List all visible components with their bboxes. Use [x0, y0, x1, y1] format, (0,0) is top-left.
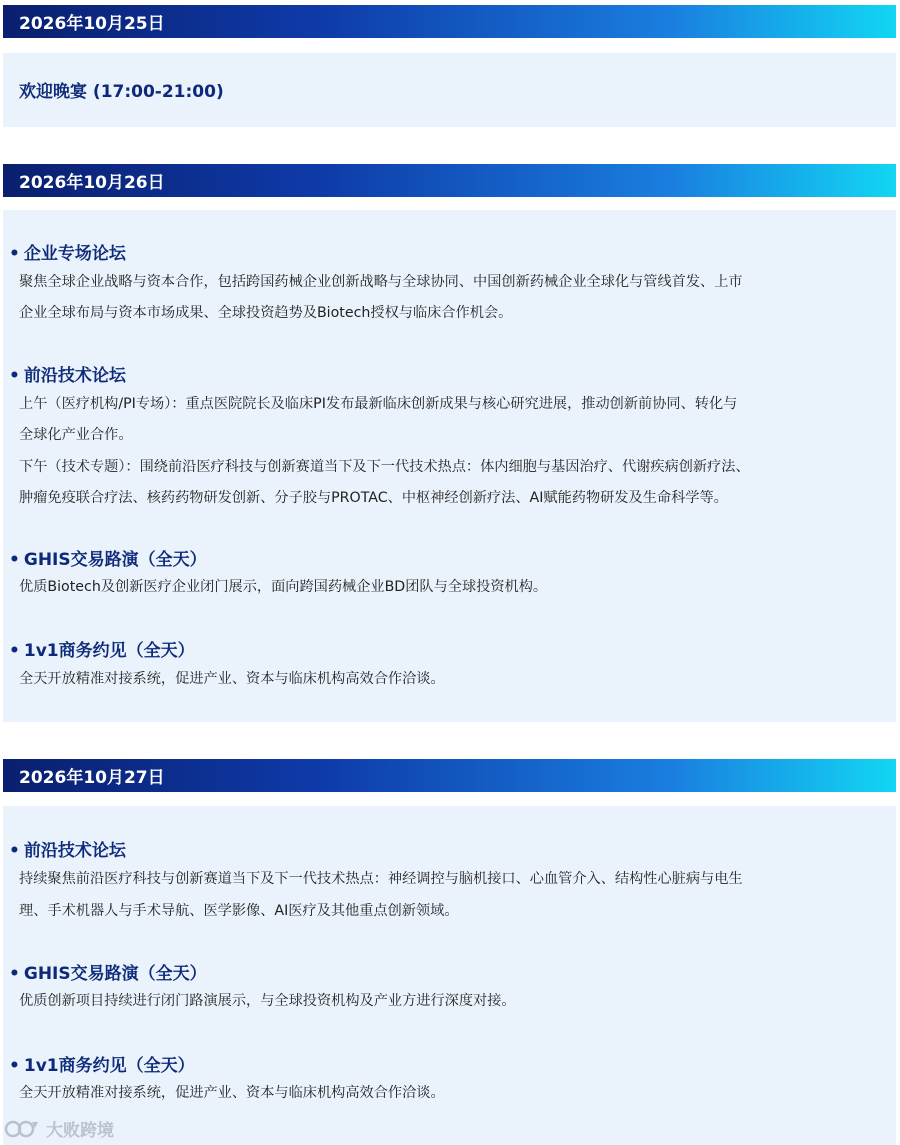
section-title: • GHIS交易路演（全天）: [9, 964, 207, 984]
section-title: • 1v1商务约见（全天）: [9, 641, 195, 661]
bullet-icon: •: [9, 550, 20, 570]
day-date: 2026年10月27日: [19, 768, 165, 788]
day-date: 2026年10月25日: [19, 14, 165, 34]
day-date: 2026年10月26日: [19, 173, 165, 193]
section-line: 全天开放精准对接系统，促进产业、资本与临床机构高效合作洽谈。: [19, 671, 445, 687]
section-title: • GHIS交易路演（全天）: [9, 550, 207, 570]
section-line: 理、手术机器人与手术导航、医学影像、AI医疗及其他重点创新领域。: [19, 903, 459, 919]
section-line: 全球化产业合作。: [19, 427, 133, 443]
day-panel-2026-10-25: [3, 53, 896, 127]
section-line: 聚焦全球企业战略与资本合作，包括跨国药械企业创新战略与全球协同、中国创新药械企业全球化与管线首发、上市: [19, 274, 743, 290]
section-line: 持续聚焦前沿医疗科技与创新赛道当下及下一代技术热点：神经调控与脑机接口、心血管介入、结构性心脏病与电生: [19, 871, 743, 887]
section-line: 优质Biotech及创新医疗企业闭门展示，面向跨国药械企业BD团队与全球投资机构。: [19, 579, 548, 595]
section-title: • 前沿技术论坛: [9, 366, 126, 386]
day-header-2026-10-25: [3, 5, 896, 38]
section-line: 企业全球布局与资本市场成果、全球投资趋势及Biotech授权与临床合作机会。: [19, 305, 513, 321]
section-line: 全天开放精准对接系统，促进产业、资本与临床机构高效合作洽谈。: [19, 1085, 445, 1101]
bullet-icon: •: [9, 841, 20, 861]
section-title: • 企业专场论坛: [9, 244, 126, 264]
watermark-logo-icon: [4, 1118, 40, 1140]
section-line: 优质创新项目持续进行闭门路演展示，与全球投资机构及产业方进行深度对接。: [19, 993, 516, 1009]
section-line: 肿瘤免疫联合疗法、核药药物研发创新、分子胶与PROTAC、中枢神经创新疗法、AI赋能药物研发及生命科学等。: [19, 490, 728, 506]
watermark-text: 大败跨境: [46, 1121, 114, 1141]
section-line: 上午（医疗机构/PI专场）：重点医院院长及临床PI发布最新临床创新成果与核心研究进展，推动创新前协同、转化与: [19, 396, 738, 412]
section-line: 下午（技术专题）：围绕前沿医疗科技与创新赛道当下及下一代技术热点：体内细胞与基因治疗、代谢疾病创新疗法、: [19, 459, 750, 475]
section-title: • 1v1商务约见（全天）: [9, 1056, 195, 1076]
day-header-2026-10-27: [3, 759, 896, 792]
bullet-icon: •: [9, 964, 20, 984]
welcome-dinner-title: 欢迎晚宴 (17:00-21:00): [19, 82, 224, 102]
bullet-icon: •: [9, 366, 20, 386]
bullet-icon: •: [9, 641, 20, 661]
section-title: • 前沿技术论坛: [9, 841, 126, 861]
bullet-icon: •: [9, 1056, 20, 1076]
watermark: [4, 1116, 114, 1141]
day-panel-2026-10-26: [3, 210, 896, 722]
day-header-2026-10-26: [3, 164, 896, 197]
day-panel-2026-10-27: [3, 806, 896, 1145]
bullet-icon: •: [9, 244, 20, 264]
